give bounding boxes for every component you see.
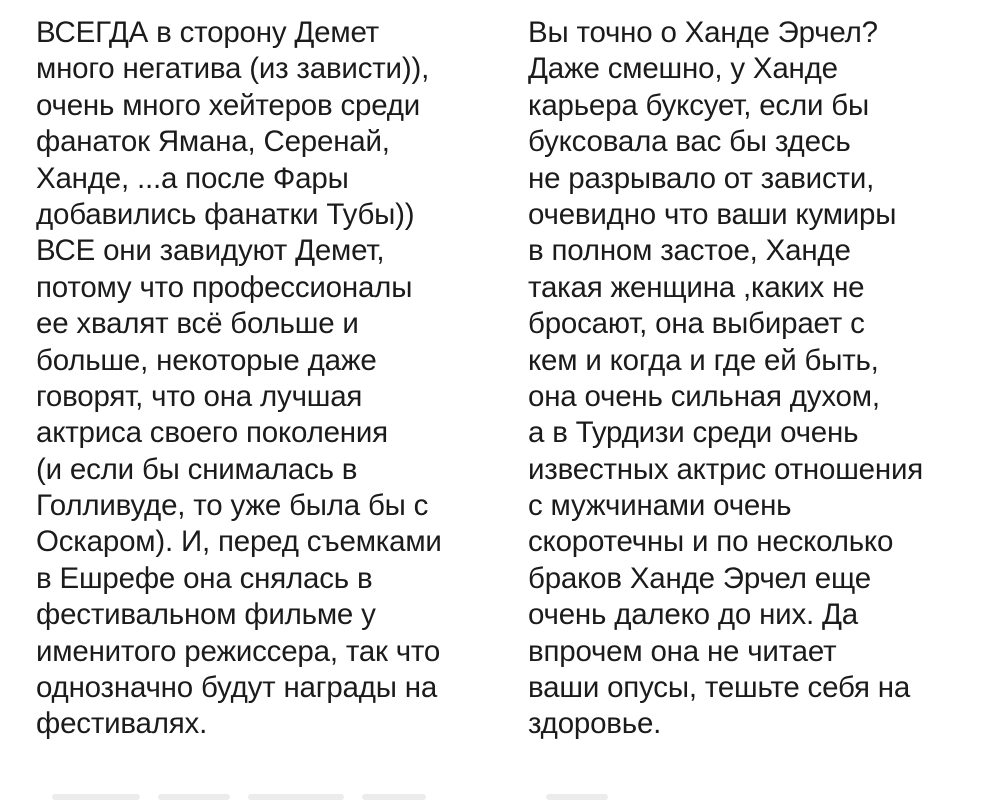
left-comment-column bbox=[36, 15, 506, 743]
right-line: с мужчинами очень bbox=[528, 489, 792, 523]
text-fragment bbox=[248, 794, 344, 800]
right-line: карьера буксует, если бы bbox=[528, 88, 869, 122]
right-line: очевидно что ваши кумиры bbox=[528, 197, 897, 231]
left-line: фанаток Ямана, Серенай, bbox=[36, 125, 390, 159]
right-line: ваши опусы, тешьте себя на bbox=[528, 671, 911, 705]
left-line: Оскаром). И, перед съемками bbox=[36, 525, 442, 559]
left-line: много негатива (из зависти)), bbox=[36, 52, 430, 86]
left-line: Голливуде, то уже была бы с bbox=[36, 489, 429, 523]
left-line: однозначно будут награды на bbox=[36, 671, 438, 705]
right-line: буксовала вас бы здесь bbox=[528, 125, 851, 159]
left-line: добавились фанатки Тубы)) bbox=[36, 197, 415, 231]
left-line: ее хвалят всё больше и bbox=[36, 307, 359, 341]
right-comment-column bbox=[528, 15, 994, 743]
right-line: Даже смешно, у Ханде bbox=[528, 52, 838, 86]
left-line: (и если бы снималась в bbox=[36, 452, 358, 486]
left-line: больше, некоторые даже bbox=[36, 343, 377, 377]
right-line: а в Турдизи среди очень bbox=[528, 416, 859, 450]
left-line: говорят, что она лучшая bbox=[36, 379, 363, 413]
next-line-fragment bbox=[0, 794, 1000, 800]
left-line: фестивалях. bbox=[36, 707, 208, 741]
right-line: не разрывало от зависти, bbox=[528, 161, 875, 195]
left-line: потому что профессионалы bbox=[36, 270, 413, 304]
right-line: Вы точно о Ханде Эрчел? bbox=[528, 16, 878, 49]
left-line: Ханде, ...а после Фары bbox=[36, 161, 349, 195]
right-line: она очень сильная духом, bbox=[528, 379, 880, 413]
right-line: в полном застое, Ханде bbox=[528, 234, 851, 268]
left-line: ВСЕГДА в сторону Демет bbox=[36, 16, 379, 49]
right-line: бросают, она выбирает с bbox=[528, 307, 865, 341]
right-line: известных актрис отношения bbox=[528, 452, 924, 486]
text-fragment bbox=[158, 794, 230, 800]
left-line: актриса своего поколения bbox=[36, 416, 388, 450]
text-fragment bbox=[52, 794, 140, 800]
left-line: фестивальном фильме у bbox=[36, 598, 376, 632]
left-line: ВСЕ они завидуют Демет, bbox=[36, 234, 385, 268]
left-line: очень много хейтеров среди bbox=[36, 88, 421, 122]
right-line: кем и когда и где ей быть, bbox=[528, 343, 879, 377]
text-fragment bbox=[362, 794, 426, 800]
right-line: браков Ханде Эрчел еще bbox=[528, 561, 871, 595]
left-line: в Ешрефе она снялась в bbox=[36, 561, 373, 595]
left-line: именитого режиссера, так что bbox=[36, 634, 441, 668]
text-fragment bbox=[546, 794, 608, 800]
right-line: такая женщина ,каких не bbox=[528, 270, 865, 304]
right-line: скоротечны и по несколько bbox=[528, 525, 894, 559]
right-line: впрочем она не читает bbox=[528, 634, 837, 668]
right-line: здоровье. bbox=[528, 707, 662, 741]
right-line: очень далеко до них. Да bbox=[528, 598, 858, 632]
